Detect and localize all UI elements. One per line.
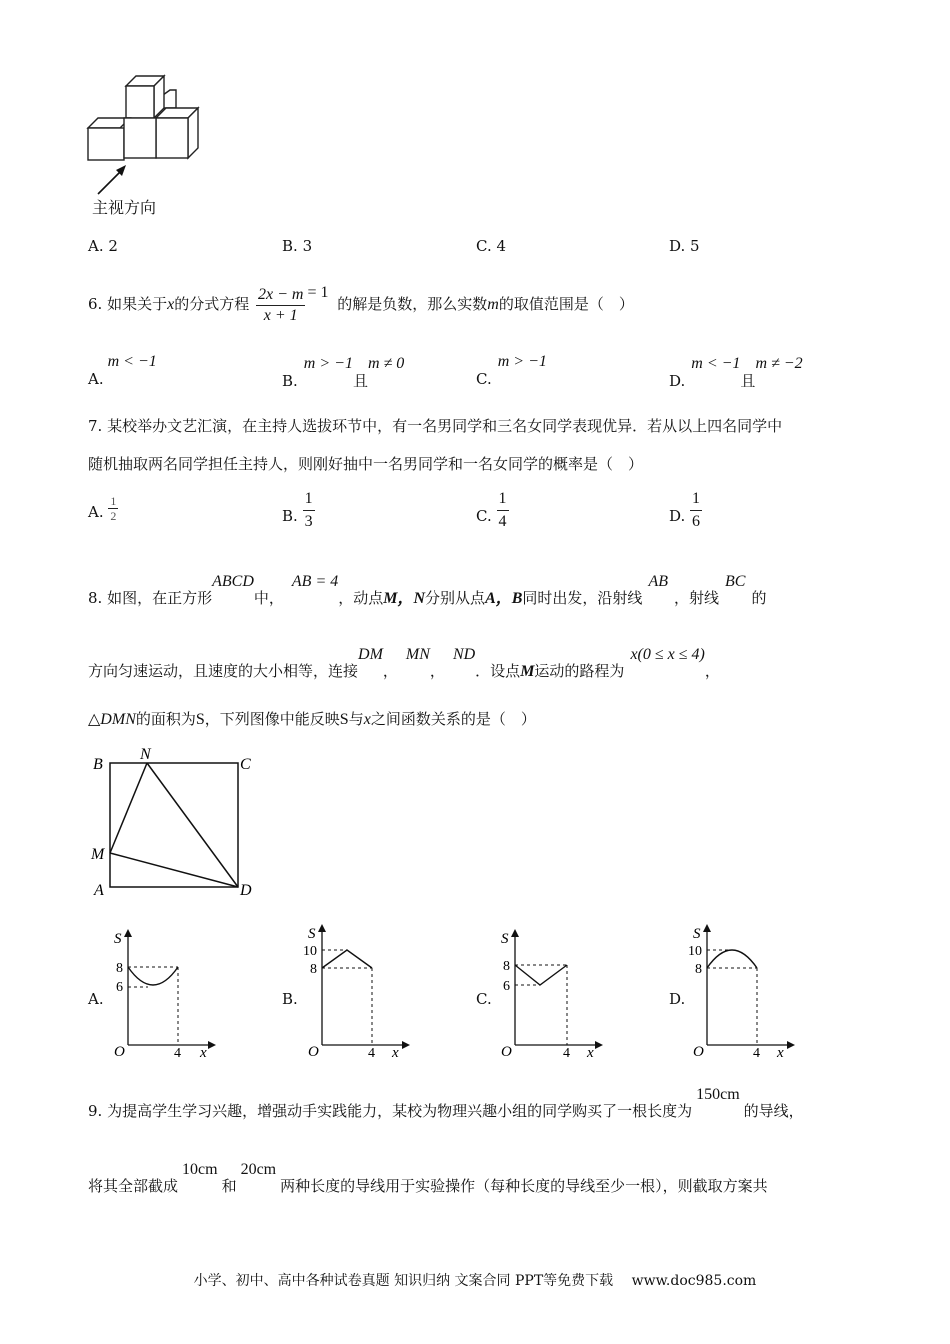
svg-text:6: 6 bbox=[503, 979, 510, 994]
q8-line-1: 8. 如图，在正方形ABCD中，AB = 4，动点M，N分别从点A，B同时出发，沿射线AB，射线BC的 bbox=[88, 573, 767, 607]
footer-text: 小学、初中、高中各种试卷真题 知识归纳 文案合同 PPT等免费下载 bbox=[193, 1273, 614, 1289]
q8-line-2: 方向匀速运动，且速度的大小相等，连接DM，MN，ND．设点M运动的路程为x(0 ≤ x ≤ 4)， bbox=[88, 646, 720, 680]
q5-option-c[interactable]: C. 4 bbox=[476, 237, 507, 255]
q5-option-b[interactable]: B. 3 bbox=[282, 237, 313, 255]
q7-option-a[interactable]: A. $\frac{1}{2}$ bbox=[88, 494, 117, 523]
svg-text:S: S bbox=[114, 931, 122, 947]
q6-equation-fraction: $\frac{2x - m}{x + 1}$ bbox=[258, 285, 304, 324]
label-d: D bbox=[240, 882, 252, 899]
label-n: N bbox=[140, 746, 151, 763]
q7-option-d[interactable]: D. $\frac{1}{6}$ bbox=[669, 490, 701, 530]
curve-d bbox=[707, 950, 757, 968]
q7-line-1: 7. 某校举办文艺汇演，在主持人选拔环节中，有一名男同学和三名女同学表现优异．若从以上四名同学中 bbox=[88, 417, 783, 435]
q6-stem: 6. 如果关于x的分式方程 $\frac{2x - m}{x + 1}$ = 1 的解是负数，那么实数m的取值范围是（ ） bbox=[88, 284, 634, 324]
q8-option-b-letter[interactable]: B. bbox=[282, 990, 298, 1008]
q8-graph-b[interactable] bbox=[300, 920, 410, 1060]
svg-text:4: 4 bbox=[753, 1046, 760, 1060]
svg-text:O: O bbox=[693, 1044, 704, 1060]
svg-text:S: S bbox=[693, 926, 701, 942]
footer-url[interactable]: www.doc985.com bbox=[631, 1273, 757, 1289]
q7-option-b[interactable]: B. $\frac{1}{3}$ bbox=[282, 490, 313, 530]
square-abcd bbox=[110, 763, 238, 887]
curve-b bbox=[322, 950, 372, 968]
curve-a bbox=[128, 967, 178, 985]
label-c: C bbox=[240, 756, 251, 773]
label-a: A bbox=[94, 882, 104, 899]
q6-option-a[interactable]: A.m < −1 bbox=[88, 353, 157, 388]
q8-graph-a[interactable] bbox=[108, 925, 218, 1060]
svg-text:4: 4 bbox=[368, 1046, 375, 1060]
svg-text:4: 4 bbox=[563, 1046, 570, 1060]
svg-text:10: 10 bbox=[688, 944, 702, 959]
q9-line-2: 将其全部截成10cm和20cm两种长度的导线用于实验操作（每种长度的导线至少一根），则截取方案共 bbox=[88, 1161, 768, 1195]
q5-option-d[interactable]: D. 5 bbox=[669, 237, 700, 255]
page-footer bbox=[0, 1270, 950, 1290]
segment-mn bbox=[110, 763, 147, 853]
segment-nd bbox=[147, 763, 238, 887]
label-m: M bbox=[91, 846, 105, 863]
square-figure bbox=[85, 745, 265, 905]
svg-text:x: x bbox=[200, 1045, 207, 1060]
segment-dm bbox=[110, 853, 238, 887]
svg-text:O: O bbox=[501, 1044, 512, 1060]
q6-option-d[interactable]: D.m < −1且m ≠ −2 bbox=[669, 355, 803, 390]
svg-text:8: 8 bbox=[695, 962, 702, 977]
q7-option-c[interactable]: C. $\frac{1}{4}$ bbox=[476, 490, 507, 530]
svg-text:x: x bbox=[392, 1045, 399, 1060]
svg-text:8: 8 bbox=[310, 962, 317, 977]
q8-option-c-letter[interactable]: C. bbox=[476, 990, 492, 1008]
cube-caption: 主视方向 bbox=[92, 198, 157, 217]
q6-option-c[interactable]: C.m > −1 bbox=[476, 353, 547, 388]
q8-graph-c[interactable] bbox=[495, 925, 605, 1060]
q9-line-1: 9. 为提高学生学习兴趣，增强动手实践能力，某校为物理兴趣小组的同学购买了一根长度为150cm的导线， bbox=[88, 1086, 804, 1120]
q5-option-a[interactable]: A. 2 bbox=[88, 237, 118, 255]
svg-text:4: 4 bbox=[174, 1046, 181, 1060]
svg-text:6: 6 bbox=[116, 980, 123, 995]
label-b: B bbox=[93, 756, 103, 773]
square-drawing bbox=[85, 745, 265, 905]
svg-text:x: x bbox=[777, 1045, 784, 1060]
svg-text:10: 10 bbox=[303, 944, 317, 959]
svg-text:S: S bbox=[501, 931, 509, 947]
q8-option-d-letter[interactable]: D. bbox=[669, 990, 686, 1008]
svg-text:O: O bbox=[114, 1044, 125, 1060]
svg-text:8: 8 bbox=[116, 961, 123, 976]
q6-option-b[interactable]: B.m > −1且m ≠ 0 bbox=[282, 355, 405, 390]
q8-line-3: △DMN的面积为S，下列图像中能反映S与x之间函数关系的是（ ） bbox=[88, 710, 536, 728]
q8-graph-d[interactable] bbox=[685, 920, 795, 1060]
curve-c bbox=[515, 965, 567, 985]
svg-text:S: S bbox=[308, 926, 316, 942]
svg-text:x: x bbox=[587, 1045, 594, 1060]
svg-text:8: 8 bbox=[503, 959, 510, 974]
q7-line-2: 随机抽取两名同学担任主持人，则刚好抽中一名男同学和一名女同学的概率是（ ） bbox=[88, 455, 644, 473]
q8-option-a-letter[interactable]: A. bbox=[88, 990, 104, 1008]
svg-text:O: O bbox=[308, 1044, 319, 1060]
